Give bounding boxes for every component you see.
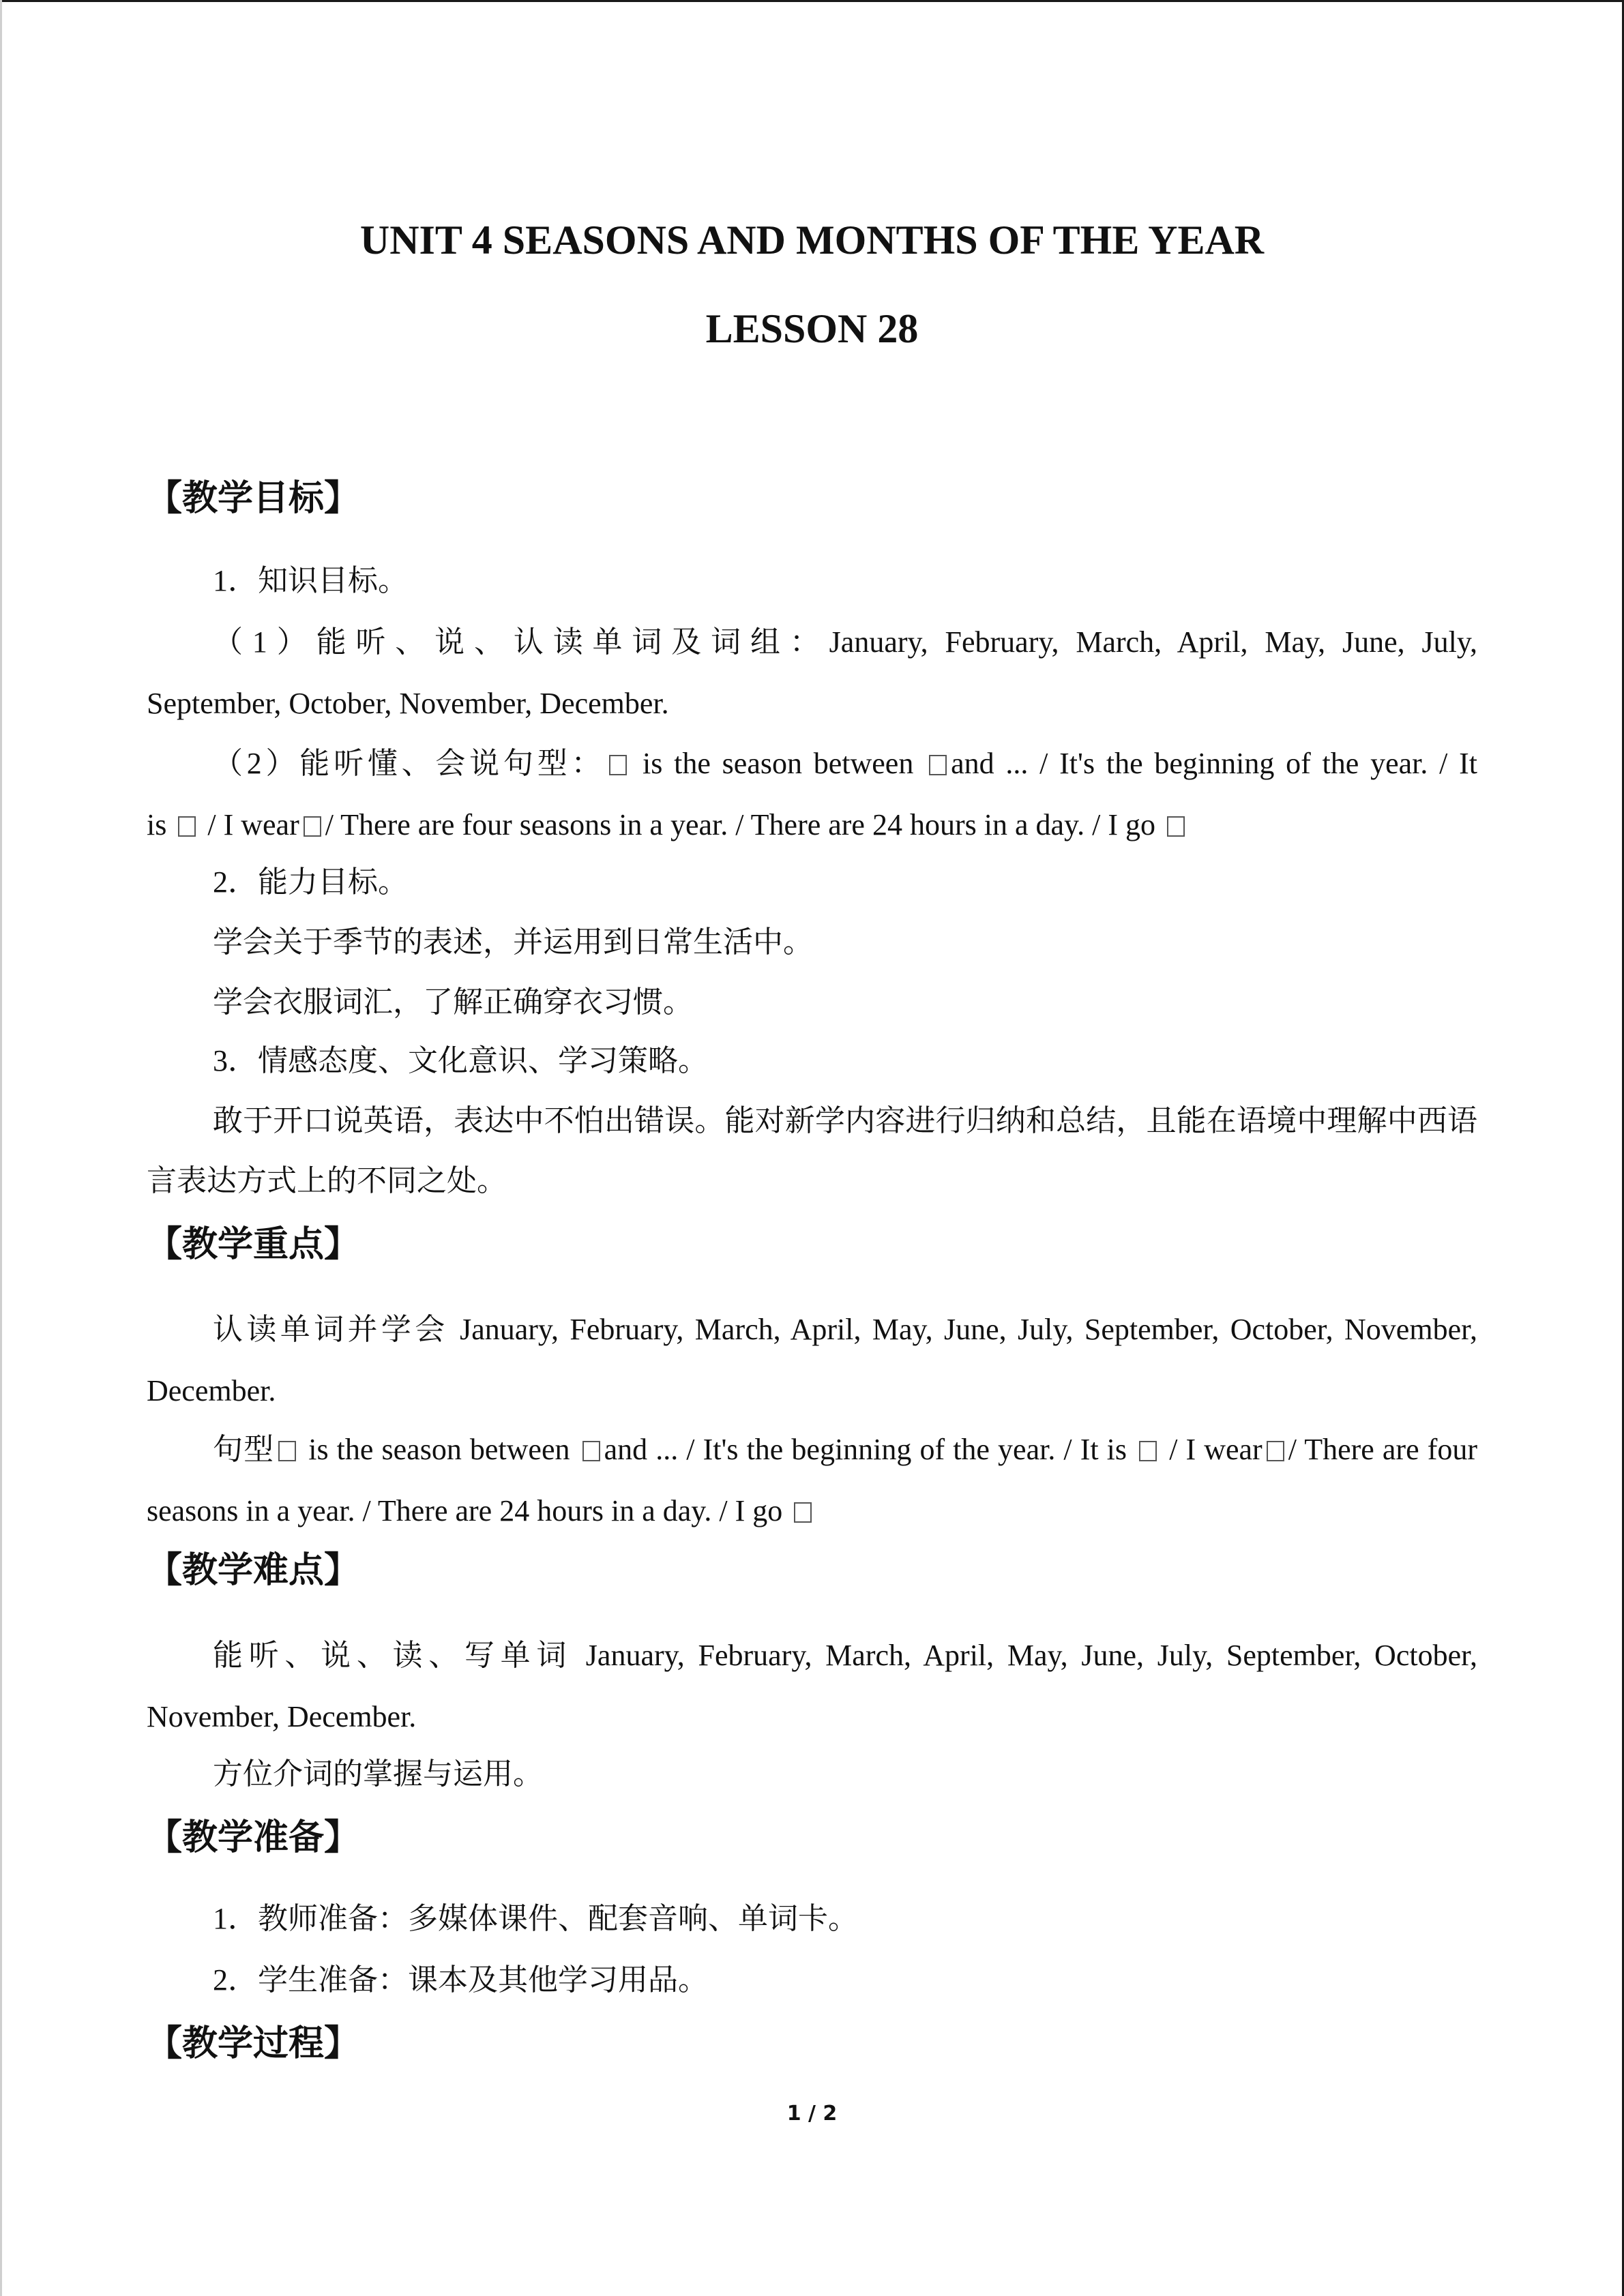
objective-2-line2: 学会衣服词汇，了解正确穿衣习惯。: [213, 985, 693, 1019]
heading-process: 【教学过程】: [147, 2023, 360, 2064]
objective-item-3: 3．情感态度、文化意识、学习策略。: [213, 1044, 708, 1077]
objective-2-line1: 学会关于季节的表述，并运用到日常生活中。: [213, 925, 813, 959]
objective-1-sub2-line2: is / I wear / There are four seasons in a year. / There are 24 hours in a day. / I go: [147, 794, 1477, 856]
blank-box: [1167, 816, 1185, 837]
preparation-item-1: 1．教师准备：多媒体课件、配套音响、单词卡。: [213, 1902, 858, 1935]
objective-1-sub1-line2: September, October, November, December.: [147, 687, 669, 720]
heading-key-points: 【教学重点】: [147, 1224, 360, 1265]
blank-box: [929, 755, 947, 775]
key-points-text1: 认读单词并学会 January, February, March, April, May, June, July, September, October, November, December.: [147, 1313, 1477, 1407]
blank-box: [1139, 1441, 1157, 1461]
blank-box: [304, 816, 321, 837]
document-title: UNIT 4 SEASONS AND MONTHS OF THE YEAR: [359, 218, 1265, 263]
heading-preparation: 【教学准备】: [147, 1817, 360, 1858]
blank-box: [178, 816, 196, 837]
objective-3-text: 敢于开口说英语，表达中不怕出错误。能对新学内容进行归纳和总结，且能在语境中理解中西语言表达方式上的不同之处。: [147, 1104, 1477, 1197]
blank-box: [609, 755, 627, 775]
objective-item-1: 1．知识目标。: [213, 564, 408, 597]
difficulties-text1: 能听、说、读、写单词 January, February, March, April, May, June, July, September, October, November, December.: [147, 1639, 1477, 1733]
objective-1-sub1-line1: （1）能听、说、认读单词及词组：January, February, March, April, May, June, July,: [213, 625, 1477, 659]
objective-item-2: 2．能力目标。: [213, 865, 408, 899]
difficulties-text2: 方位介词的掌握与运用。: [213, 1757, 543, 1791]
lesson-title: LESSON 28: [705, 306, 919, 351]
page-number: 1 / 2: [786, 2102, 838, 2126]
blank-box: [794, 1502, 812, 1523]
heading-objectives: 【教学目标】: [147, 478, 360, 519]
preparation-item-2: 2．学生准备：课本及其他学习用品。: [213, 1963, 708, 1997]
blank-box: [1267, 1441, 1284, 1461]
blank-box: [582, 1441, 600, 1461]
page-border-top: [0, 0, 1624, 2]
key-points-text2: 句型 is the season between and ... / It's the beginning of the year. / It is / I wear / There are four seasons in a year. / There are 24 hours in a day. / I go: [147, 1433, 1477, 1527]
blank-box: [278, 1441, 296, 1461]
heading-difficulties: 【教学难点】: [147, 1550, 360, 1591]
objective-1-sub2-line1: （2）能听懂、会说句型： is the season between and ... / It's the beginning of the year. / It: [213, 747, 1477, 780]
